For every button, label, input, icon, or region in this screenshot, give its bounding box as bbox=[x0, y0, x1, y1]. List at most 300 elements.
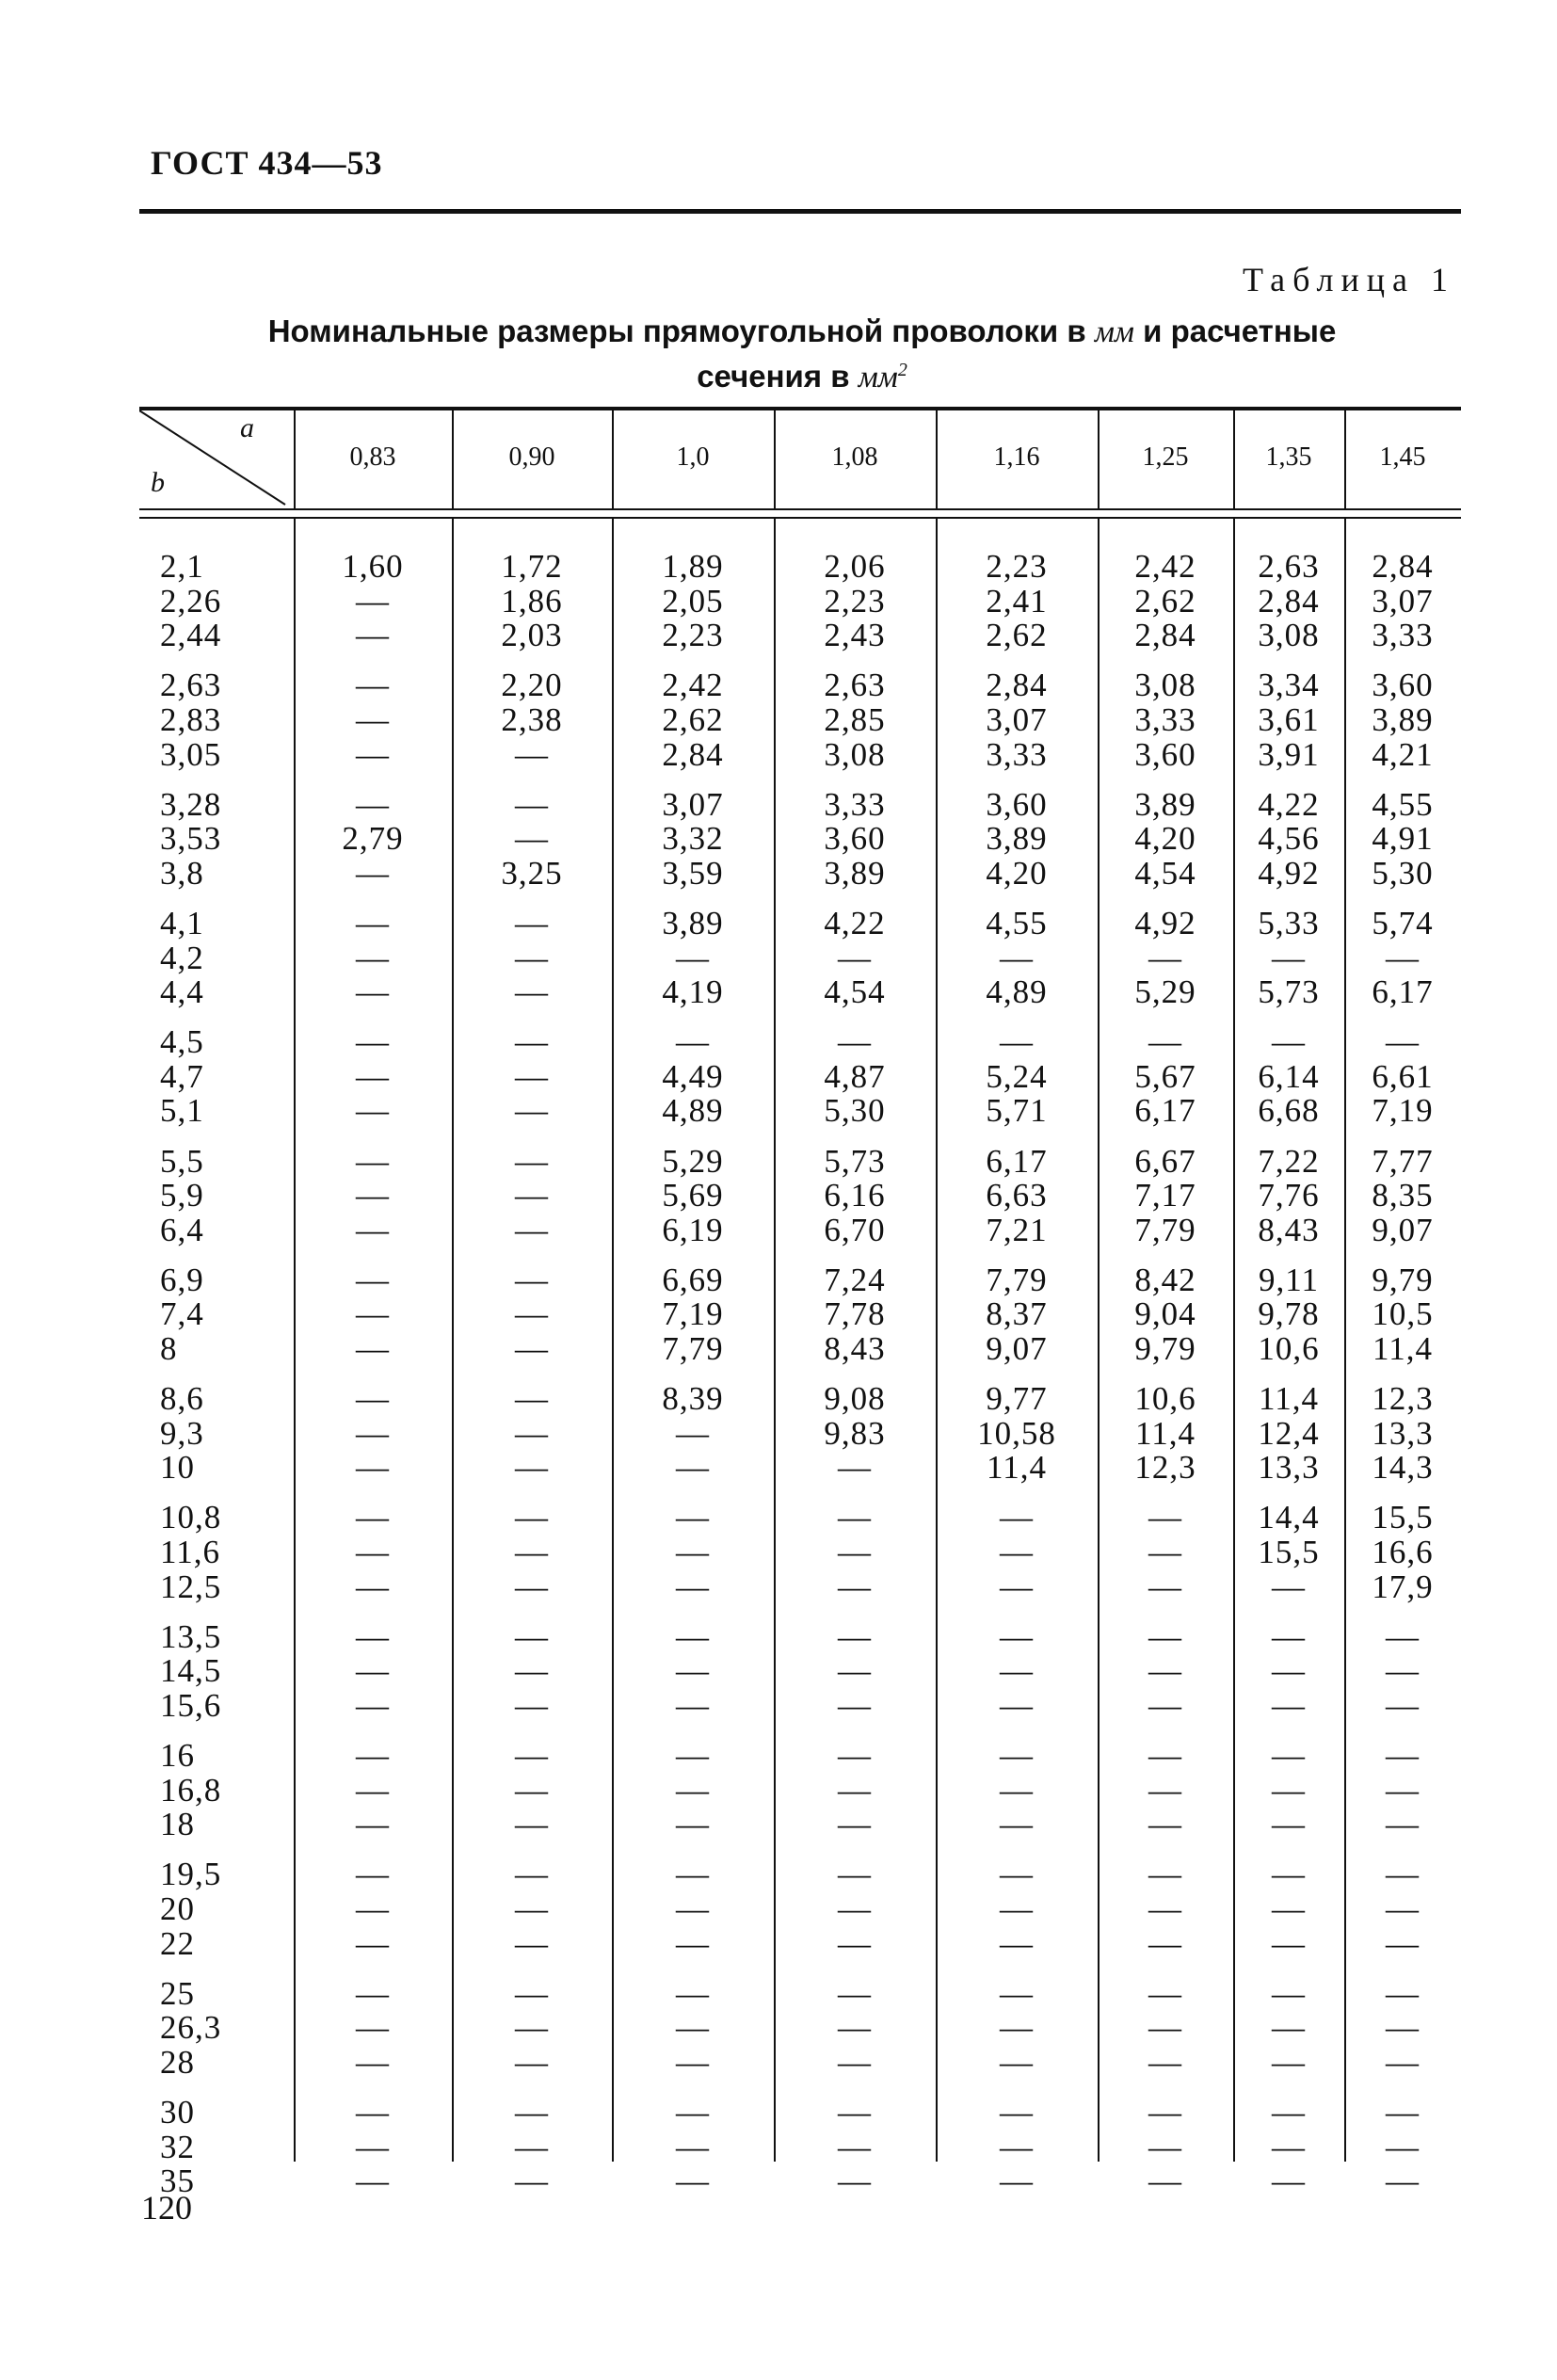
table-cell: — bbox=[1000, 2163, 1034, 2200]
table-cell: 2,23 bbox=[662, 617, 724, 654]
table-cell: — bbox=[515, 1142, 549, 1180]
table-cell: — bbox=[1148, 1974, 1182, 2012]
table-cell: — bbox=[356, 785, 390, 823]
table-cell: — bbox=[515, 1499, 549, 1536]
table-cell: 3,07 bbox=[986, 700, 1048, 738]
table-cell: — bbox=[676, 1856, 710, 1893]
table-cell: — bbox=[1000, 1652, 1034, 1690]
table-cell: — bbox=[1148, 1890, 1182, 1927]
table-cell: — bbox=[1148, 1617, 1182, 1655]
table-cell: 6,16 bbox=[824, 1177, 886, 1214]
table-cell: 2,41 bbox=[986, 582, 1048, 619]
table-cell: — bbox=[676, 2009, 710, 2047]
table-cell: 6,17 bbox=[986, 1142, 1048, 1180]
table-cell: — bbox=[356, 1092, 390, 1130]
table-cell: — bbox=[356, 1686, 390, 1724]
table-cell: 4,20 bbox=[986, 854, 1048, 892]
table-cell: — bbox=[676, 1534, 710, 1570]
table-cell: 11,4 bbox=[1135, 1414, 1196, 1452]
table-cell: — bbox=[1148, 939, 1182, 976]
table-cell: — bbox=[1148, 1652, 1182, 1690]
table-cell: — bbox=[515, 1057, 549, 1095]
table-top-rule bbox=[139, 407, 1461, 410]
table-cell: — bbox=[838, 1856, 872, 1893]
row-label: 20 bbox=[160, 1890, 195, 1927]
table-cell: — bbox=[838, 1686, 872, 1724]
table-cell: — bbox=[676, 1890, 710, 1927]
table-cell: 2,43 bbox=[824, 617, 886, 654]
table-cell: — bbox=[356, 1856, 390, 1893]
column-divider bbox=[1233, 410, 1235, 508]
table-cell: — bbox=[838, 1568, 872, 1605]
caption-text-1a: Номинальные размеры прямоугольной проволоки в bbox=[267, 314, 1095, 348]
row-label: 5,1 bbox=[160, 1092, 204, 1130]
table-cell: 12,3 bbox=[1372, 1380, 1434, 1418]
column-header: 0,90 bbox=[508, 442, 555, 472]
table-cell: 5,30 bbox=[1372, 854, 1434, 892]
table-cell: 7,77 bbox=[1372, 1142, 1434, 1180]
table-cell: 2,62 bbox=[986, 617, 1048, 654]
table-cell: 3,25 bbox=[501, 854, 563, 892]
table-cell: — bbox=[1386, 1771, 1420, 1809]
table-cell: — bbox=[356, 667, 390, 704]
table-cell: — bbox=[1386, 2128, 1420, 2165]
table-cell: — bbox=[1386, 1974, 1420, 2012]
table-cell: 3,89 bbox=[824, 854, 886, 892]
table-cell: — bbox=[838, 2043, 872, 2081]
table-cell: — bbox=[1386, 2093, 1420, 2131]
row-label: 6,9 bbox=[160, 1261, 204, 1298]
row-label: 32 bbox=[160, 2128, 195, 2165]
table-cell: — bbox=[676, 2128, 710, 2165]
table-cell: 4,87 bbox=[824, 1057, 886, 1095]
table-cell: — bbox=[676, 2093, 710, 2131]
table-cell: — bbox=[356, 1737, 390, 1774]
table-cell: — bbox=[676, 1414, 710, 1452]
table-cell: — bbox=[1148, 1806, 1182, 1843]
row-label: 2,63 bbox=[160, 667, 222, 704]
table-cell: 6,14 bbox=[1258, 1057, 1320, 1095]
table-cell: — bbox=[515, 1856, 549, 1893]
table-cell: 5,69 bbox=[662, 1177, 724, 1214]
table-cell: — bbox=[515, 2128, 549, 2165]
table-cell: 7,19 bbox=[662, 1295, 724, 1333]
table-cell: — bbox=[1148, 1737, 1182, 1774]
row-label: 18 bbox=[160, 1806, 195, 1843]
table-cell: — bbox=[1386, 1856, 1420, 1893]
table-cell: 10,6 bbox=[1134, 1380, 1196, 1418]
table-cell: 2,63 bbox=[1258, 548, 1320, 585]
table-cell: — bbox=[356, 1211, 390, 1248]
table-cell: — bbox=[1272, 1737, 1306, 1774]
caption-text-2a: сечения в bbox=[697, 359, 859, 394]
table-cell: 9,07 bbox=[1372, 1211, 1434, 1248]
table-cell: 2,79 bbox=[342, 820, 404, 858]
table-cell: 2,62 bbox=[1134, 582, 1196, 619]
row-label: 3,05 bbox=[160, 735, 222, 773]
table-cell: — bbox=[515, 2163, 549, 2200]
table-cell: 9,78 bbox=[1258, 1295, 1320, 1333]
table-cell: 9,11 bbox=[1259, 1261, 1319, 1298]
table-cell: — bbox=[515, 735, 549, 773]
table-cell: 3,89 bbox=[1134, 785, 1196, 823]
table-cell: 5,67 bbox=[1134, 1057, 1196, 1095]
table-cell: — bbox=[1148, 1023, 1182, 1061]
table-cell: — bbox=[1148, 2128, 1182, 2165]
table-cell: — bbox=[1386, 2163, 1420, 2200]
column-divider bbox=[936, 410, 938, 508]
table-cell: 6,17 bbox=[1372, 973, 1434, 1011]
row-label: 2,26 bbox=[160, 582, 222, 619]
row-label: 12,5 bbox=[160, 1568, 222, 1605]
table-cell: — bbox=[515, 1617, 549, 1655]
table-label: Таблица 1 bbox=[1243, 261, 1455, 298]
corner-label-b: b bbox=[151, 467, 165, 498]
table-cell: — bbox=[356, 973, 390, 1011]
table-cell: — bbox=[515, 1924, 549, 1962]
table-cell: 7,22 bbox=[1258, 1142, 1320, 1180]
row-label: 9,3 bbox=[160, 1414, 204, 1452]
table-cell: — bbox=[1272, 2043, 1306, 2081]
row-label: 5,9 bbox=[160, 1177, 204, 1214]
table-cell: — bbox=[515, 2043, 549, 2081]
table-cell: 12,3 bbox=[1134, 1449, 1196, 1487]
table-cell: 7,78 bbox=[824, 1295, 886, 1333]
table-cell: — bbox=[676, 2163, 710, 2200]
column-header: 1,08 bbox=[831, 442, 878, 472]
table-cell: 2,42 bbox=[662, 667, 724, 704]
row-label: 22 bbox=[160, 1924, 195, 1962]
table-cell: — bbox=[356, 700, 390, 738]
table-cell: — bbox=[676, 1617, 710, 1655]
row-label: 13,5 bbox=[160, 1617, 222, 1655]
table-cell: — bbox=[356, 1499, 390, 1536]
table-cell: 3,59 bbox=[662, 854, 724, 892]
table-cell: — bbox=[1000, 1617, 1034, 1655]
table-cell: — bbox=[838, 939, 872, 976]
table-cell: — bbox=[676, 1806, 710, 1843]
table-cell: 4,56 bbox=[1258, 820, 1320, 858]
table-cell: 4,49 bbox=[662, 1057, 724, 1095]
table-cell: — bbox=[1000, 1771, 1034, 1809]
table-caption bbox=[141, 313, 1463, 396]
table-cell: — bbox=[1148, 1924, 1182, 1962]
table-cell: — bbox=[1148, 1771, 1182, 1809]
table-cell: 4,20 bbox=[1134, 820, 1196, 858]
table-cell: — bbox=[838, 1924, 872, 1962]
table-cell: — bbox=[1148, 1568, 1182, 1605]
table-cell: 8,35 bbox=[1372, 1177, 1434, 1214]
table-cell: 4,21 bbox=[1372, 735, 1434, 773]
table-cell: — bbox=[676, 1023, 710, 1061]
table-cell: — bbox=[515, 1449, 549, 1487]
table-cell: 6,67 bbox=[1134, 1142, 1196, 1180]
table-cell: — bbox=[1148, 1499, 1182, 1536]
table-cell: 2,38 bbox=[501, 700, 563, 738]
table-cell: — bbox=[838, 1023, 872, 1061]
table-cell: 2,20 bbox=[501, 667, 563, 704]
table-cell: — bbox=[515, 1295, 549, 1333]
table-cell: — bbox=[676, 939, 710, 976]
row-label: 2,83 bbox=[160, 700, 222, 738]
table-cell: 7,19 bbox=[1372, 1092, 1434, 1130]
table-cell: 2,23 bbox=[824, 582, 886, 619]
table-cell: 15,5 bbox=[1372, 1499, 1434, 1536]
table-cell: — bbox=[1000, 1856, 1034, 1893]
table-cell: 5,74 bbox=[1372, 904, 1434, 941]
table-cell: — bbox=[1000, 1924, 1034, 1962]
table-cell: — bbox=[356, 1023, 390, 1061]
table-cell: — bbox=[515, 1534, 549, 1570]
table-cell: 10,6 bbox=[1258, 1330, 1320, 1367]
table-cell: 10,58 bbox=[977, 1414, 1056, 1452]
table-cell: 16,6 bbox=[1372, 1534, 1434, 1570]
table-cell: 4,89 bbox=[986, 973, 1048, 1011]
table-cell: 6,17 bbox=[1134, 1092, 1196, 1130]
table-cell: 4,22 bbox=[824, 904, 886, 941]
table-cell: 12,4 bbox=[1258, 1414, 1320, 1452]
column-header: 1,16 bbox=[993, 442, 1040, 472]
table-cell: 2,62 bbox=[662, 700, 724, 738]
table-cell: — bbox=[1272, 2128, 1306, 2165]
row-label: 19,5 bbox=[160, 1856, 222, 1893]
table-cell: — bbox=[676, 1924, 710, 1962]
row-label: 6,4 bbox=[160, 1211, 204, 1248]
table-cell: 9,07 bbox=[986, 1330, 1048, 1367]
row-label: 26,3 bbox=[160, 2009, 222, 2047]
table-cell: — bbox=[515, 1023, 549, 1061]
table-cell: 1,60 bbox=[342, 548, 404, 585]
table-cell: — bbox=[356, 2009, 390, 2047]
table-cell: 3,60 bbox=[824, 820, 886, 858]
table-cell: — bbox=[1386, 2043, 1420, 2081]
table-cell: 4,22 bbox=[1258, 785, 1320, 823]
table-cell: — bbox=[1272, 1771, 1306, 1809]
table-cell: — bbox=[676, 1974, 710, 2012]
table-cell: 7,21 bbox=[986, 1211, 1048, 1248]
table-cell: — bbox=[838, 2128, 872, 2165]
table-cell: 3,08 bbox=[1258, 617, 1320, 654]
column-header: 1,35 bbox=[1265, 442, 1312, 472]
table-cell: 4,54 bbox=[824, 973, 886, 1011]
row-label: 14,5 bbox=[160, 1652, 222, 1690]
table-cell: — bbox=[1272, 1568, 1306, 1605]
table-cell: 17,9 bbox=[1372, 1568, 1434, 1605]
row-label: 11,6 bbox=[160, 1534, 220, 1570]
table-cell: 2,03 bbox=[501, 617, 563, 654]
table-cell: 2,23 bbox=[986, 548, 1048, 585]
table-cell: 4,55 bbox=[986, 904, 1048, 941]
table-cell: 2,42 bbox=[1134, 548, 1196, 585]
table-cell: — bbox=[1386, 1924, 1420, 1962]
table-cell: 5,73 bbox=[824, 1142, 886, 1180]
table-cell: 3,07 bbox=[1372, 582, 1434, 619]
table-cell: — bbox=[1386, 1686, 1420, 1724]
table-cell: — bbox=[1000, 1806, 1034, 1843]
table-cell: — bbox=[356, 617, 390, 654]
table-cell: 2,63 bbox=[824, 667, 886, 704]
row-label: 25 bbox=[160, 1974, 195, 2012]
table-cell: — bbox=[515, 1414, 549, 1452]
table-cell: — bbox=[1000, 939, 1034, 976]
table-cell: — bbox=[1386, 1023, 1420, 1061]
table-cell: — bbox=[1272, 1023, 1306, 1061]
table-cell: — bbox=[515, 1771, 549, 1809]
table-cell: — bbox=[1272, 1856, 1306, 1893]
table-cell: 3,89 bbox=[662, 904, 724, 941]
table-cell: — bbox=[1272, 1617, 1306, 1655]
table-cell: — bbox=[1000, 1534, 1034, 1570]
table-cell: — bbox=[838, 2009, 872, 2047]
table-cell: — bbox=[515, 904, 549, 941]
table-cell: — bbox=[356, 2163, 390, 2200]
table-cell: — bbox=[515, 1652, 549, 1690]
table-cell: — bbox=[515, 939, 549, 976]
table-cell: — bbox=[1272, 2009, 1306, 2047]
table-cell: 15,5 bbox=[1258, 1534, 1320, 1570]
table-cell: — bbox=[356, 1568, 390, 1605]
table-cell: — bbox=[676, 1449, 710, 1487]
row-label: 4,2 bbox=[160, 939, 204, 976]
table-cell: — bbox=[1272, 1686, 1306, 1724]
row-label: 30 bbox=[160, 2093, 195, 2131]
table-cell: — bbox=[356, 1177, 390, 1214]
table-cell: — bbox=[1000, 2093, 1034, 2131]
table-cell: 11,4 bbox=[1259, 1380, 1319, 1418]
row-label: 4,1 bbox=[160, 904, 204, 941]
table-cell: — bbox=[356, 1330, 390, 1367]
table-cell: 6,69 bbox=[662, 1261, 724, 1298]
table-cell: — bbox=[1272, 1806, 1306, 1843]
table-header-rule bbox=[139, 508, 1461, 510]
header-rule bbox=[139, 209, 1461, 214]
table-cell: 6,68 bbox=[1258, 1092, 1320, 1130]
table-cell: — bbox=[1000, 1737, 1034, 1774]
table-cell: — bbox=[676, 2043, 710, 2081]
table-cell: — bbox=[515, 1737, 549, 1774]
row-label: 2,44 bbox=[160, 617, 222, 654]
table-cell: 6,70 bbox=[824, 1211, 886, 1248]
table-cell: — bbox=[515, 1177, 549, 1214]
column-divider bbox=[294, 410, 296, 508]
table-cell: 3,33 bbox=[824, 785, 886, 823]
table-cell: — bbox=[1386, 1737, 1420, 1774]
column-header: 1,25 bbox=[1142, 442, 1189, 472]
table-cell: — bbox=[356, 1534, 390, 1570]
table-cell: — bbox=[356, 1924, 390, 1962]
table-cell: — bbox=[1148, 1686, 1182, 1724]
table-cell: — bbox=[1148, 1534, 1182, 1570]
table-cell: — bbox=[356, 1652, 390, 1690]
table-cell: — bbox=[515, 1974, 549, 2012]
table-cell: 5,29 bbox=[1134, 973, 1196, 1011]
table-cell: 4,92 bbox=[1258, 854, 1320, 892]
table-cell: — bbox=[1386, 1806, 1420, 1843]
table-cell: 5,30 bbox=[824, 1092, 886, 1130]
row-label: 8,6 bbox=[160, 1380, 204, 1418]
table-cell: — bbox=[356, 1295, 390, 1333]
row-label: 7,4 bbox=[160, 1295, 204, 1333]
table-cell: — bbox=[515, 1380, 549, 1418]
table-cell: — bbox=[838, 2093, 872, 2131]
table-cell: 4,91 bbox=[1372, 820, 1434, 858]
row-label: 15,6 bbox=[160, 1686, 222, 1724]
table-cell: 3,91 bbox=[1258, 735, 1320, 773]
table-cell: 1,86 bbox=[501, 582, 563, 619]
table-cell: — bbox=[1148, 2043, 1182, 2081]
table-cell: — bbox=[1148, 2093, 1182, 2131]
table-cell: 3,89 bbox=[986, 820, 1048, 858]
table-cell: — bbox=[676, 1499, 710, 1536]
row-label: 3,28 bbox=[160, 785, 222, 823]
table-cell: — bbox=[1000, 2128, 1034, 2165]
table-cell: — bbox=[1386, 1617, 1420, 1655]
table-cell: — bbox=[515, 1806, 549, 1843]
table-cell: — bbox=[1272, 2163, 1306, 2200]
table-cell: — bbox=[1000, 2043, 1034, 2081]
table-cell: — bbox=[1272, 1890, 1306, 1927]
table-cell: 4,19 bbox=[662, 973, 724, 1011]
table-cell: — bbox=[356, 1142, 390, 1180]
table-cell: 3,33 bbox=[986, 735, 1048, 773]
table-cell: — bbox=[676, 1771, 710, 1809]
table-cell: 4,54 bbox=[1134, 854, 1196, 892]
row-label: 4,5 bbox=[160, 1023, 204, 1061]
table-cell: 11,4 bbox=[1372, 1330, 1433, 1367]
table-cell: — bbox=[1000, 1974, 1034, 2012]
table-cell: 7,17 bbox=[1134, 1177, 1196, 1214]
table-cell: 11,4 bbox=[987, 1449, 1047, 1487]
table-cell: — bbox=[356, 2128, 390, 2165]
column-divider bbox=[774, 410, 776, 508]
table-cell: — bbox=[515, 1686, 549, 1724]
table-cell: 3,60 bbox=[1134, 735, 1196, 773]
caption-unit-2: мм bbox=[858, 361, 898, 394]
column-header: 1,0 bbox=[676, 442, 710, 472]
table-cell: 2,85 bbox=[824, 700, 886, 738]
table-cell: — bbox=[838, 2163, 872, 2200]
column-divider bbox=[1098, 410, 1100, 508]
table-cell: 3,07 bbox=[662, 785, 724, 823]
table-cell: — bbox=[356, 1261, 390, 1298]
table-cell: 8,43 bbox=[824, 1330, 886, 1367]
table-cell: 6,63 bbox=[986, 1177, 1048, 1214]
table-cell: — bbox=[356, 2043, 390, 2081]
table-cell: — bbox=[838, 1617, 872, 1655]
table-cell: 13,3 bbox=[1372, 1414, 1434, 1452]
table-cell: 4,55 bbox=[1372, 785, 1434, 823]
row-label: 5,5 bbox=[160, 1142, 204, 1180]
table-cell: — bbox=[1386, 2009, 1420, 2047]
column-header: 1,45 bbox=[1379, 442, 1426, 472]
table-cell: 5,73 bbox=[1258, 973, 1320, 1011]
corner-label-a: a bbox=[240, 412, 254, 443]
table-cell: 7,24 bbox=[824, 1261, 886, 1298]
table-cell: 14,3 bbox=[1372, 1449, 1434, 1487]
table-cell: 7,79 bbox=[662, 1330, 724, 1367]
table-cell: — bbox=[515, 785, 549, 823]
table-cell: 5,24 bbox=[986, 1057, 1048, 1095]
column-divider bbox=[452, 410, 454, 508]
table-cell: 4,89 bbox=[662, 1092, 724, 1130]
table-cell: 9,79 bbox=[1134, 1330, 1196, 1367]
table-cell: 5,33 bbox=[1258, 904, 1320, 941]
table-cell: 3,33 bbox=[1134, 700, 1196, 738]
table-header-rule-double bbox=[139, 517, 1461, 519]
table-cell: — bbox=[356, 1806, 390, 1843]
table-cell: — bbox=[676, 1568, 710, 1605]
table-cell: 9,83 bbox=[824, 1414, 886, 1452]
